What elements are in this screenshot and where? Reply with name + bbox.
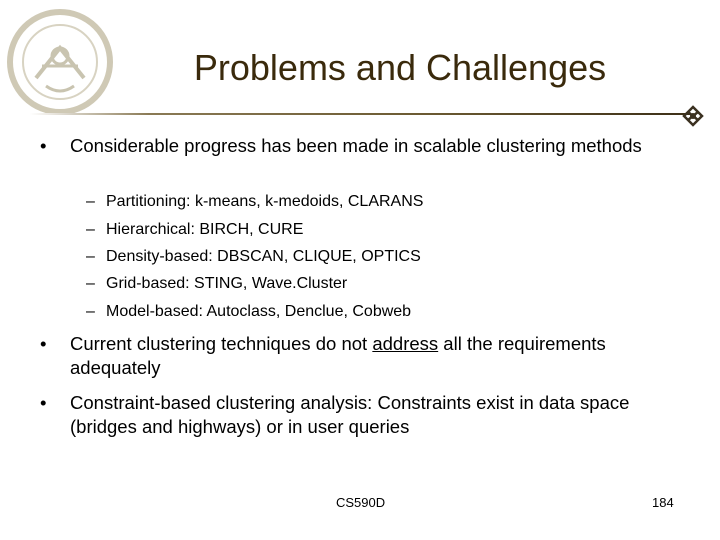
- bullet-text: Considerable progress has been made in scalable clustering methods: [70, 135, 642, 156]
- bullet-marker: •: [40, 333, 47, 354]
- subitem-text: Model-based: Autoclass, Denclue, Cobweb: [106, 303, 412, 320]
- bullet-marker: •: [40, 135, 47, 156]
- subitem-text: Partitioning: k-means, k-medoids, CLARANS: [106, 193, 424, 210]
- subitem-marker: –: [86, 303, 95, 320]
- subitem-text: Density-based: DBSCAN, CLIQUE, OPTICS: [106, 248, 421, 265]
- subitem-marker: –: [86, 193, 95, 210]
- bullet-text: [70, 332, 680, 380]
- subitem-marker: –: [86, 248, 95, 265]
- bullet-text: Constraint-based clustering analysis: Constraints exist in data space (bridges and highways) or in user queries: [70, 392, 630, 437]
- subitem-text: Grid-based: STING, Wave.Cluster: [106, 275, 348, 292]
- university-seal-icon: [6, 8, 114, 116]
- bullet-marker: •: [40, 392, 47, 413]
- footer-page-number: 184: [652, 495, 674, 510]
- celtic-knot-icon: [680, 104, 706, 128]
- footer-course: CS590D: [336, 495, 386, 510]
- slide-title: Problems and Challenges: [193, 47, 607, 88]
- subitem-marker: –: [86, 221, 95, 238]
- subitem-text: Hierarchical: BIRCH, CURE: [106, 221, 304, 238]
- bullet-text-part: Current clustering techniques do not: [70, 333, 373, 354]
- title-underline: [30, 113, 690, 115]
- underlined-word: address: [372, 333, 439, 354]
- bullet-text-part: all the requirements adequately: [70, 333, 606, 378]
- subitem-marker: –: [86, 275, 95, 292]
